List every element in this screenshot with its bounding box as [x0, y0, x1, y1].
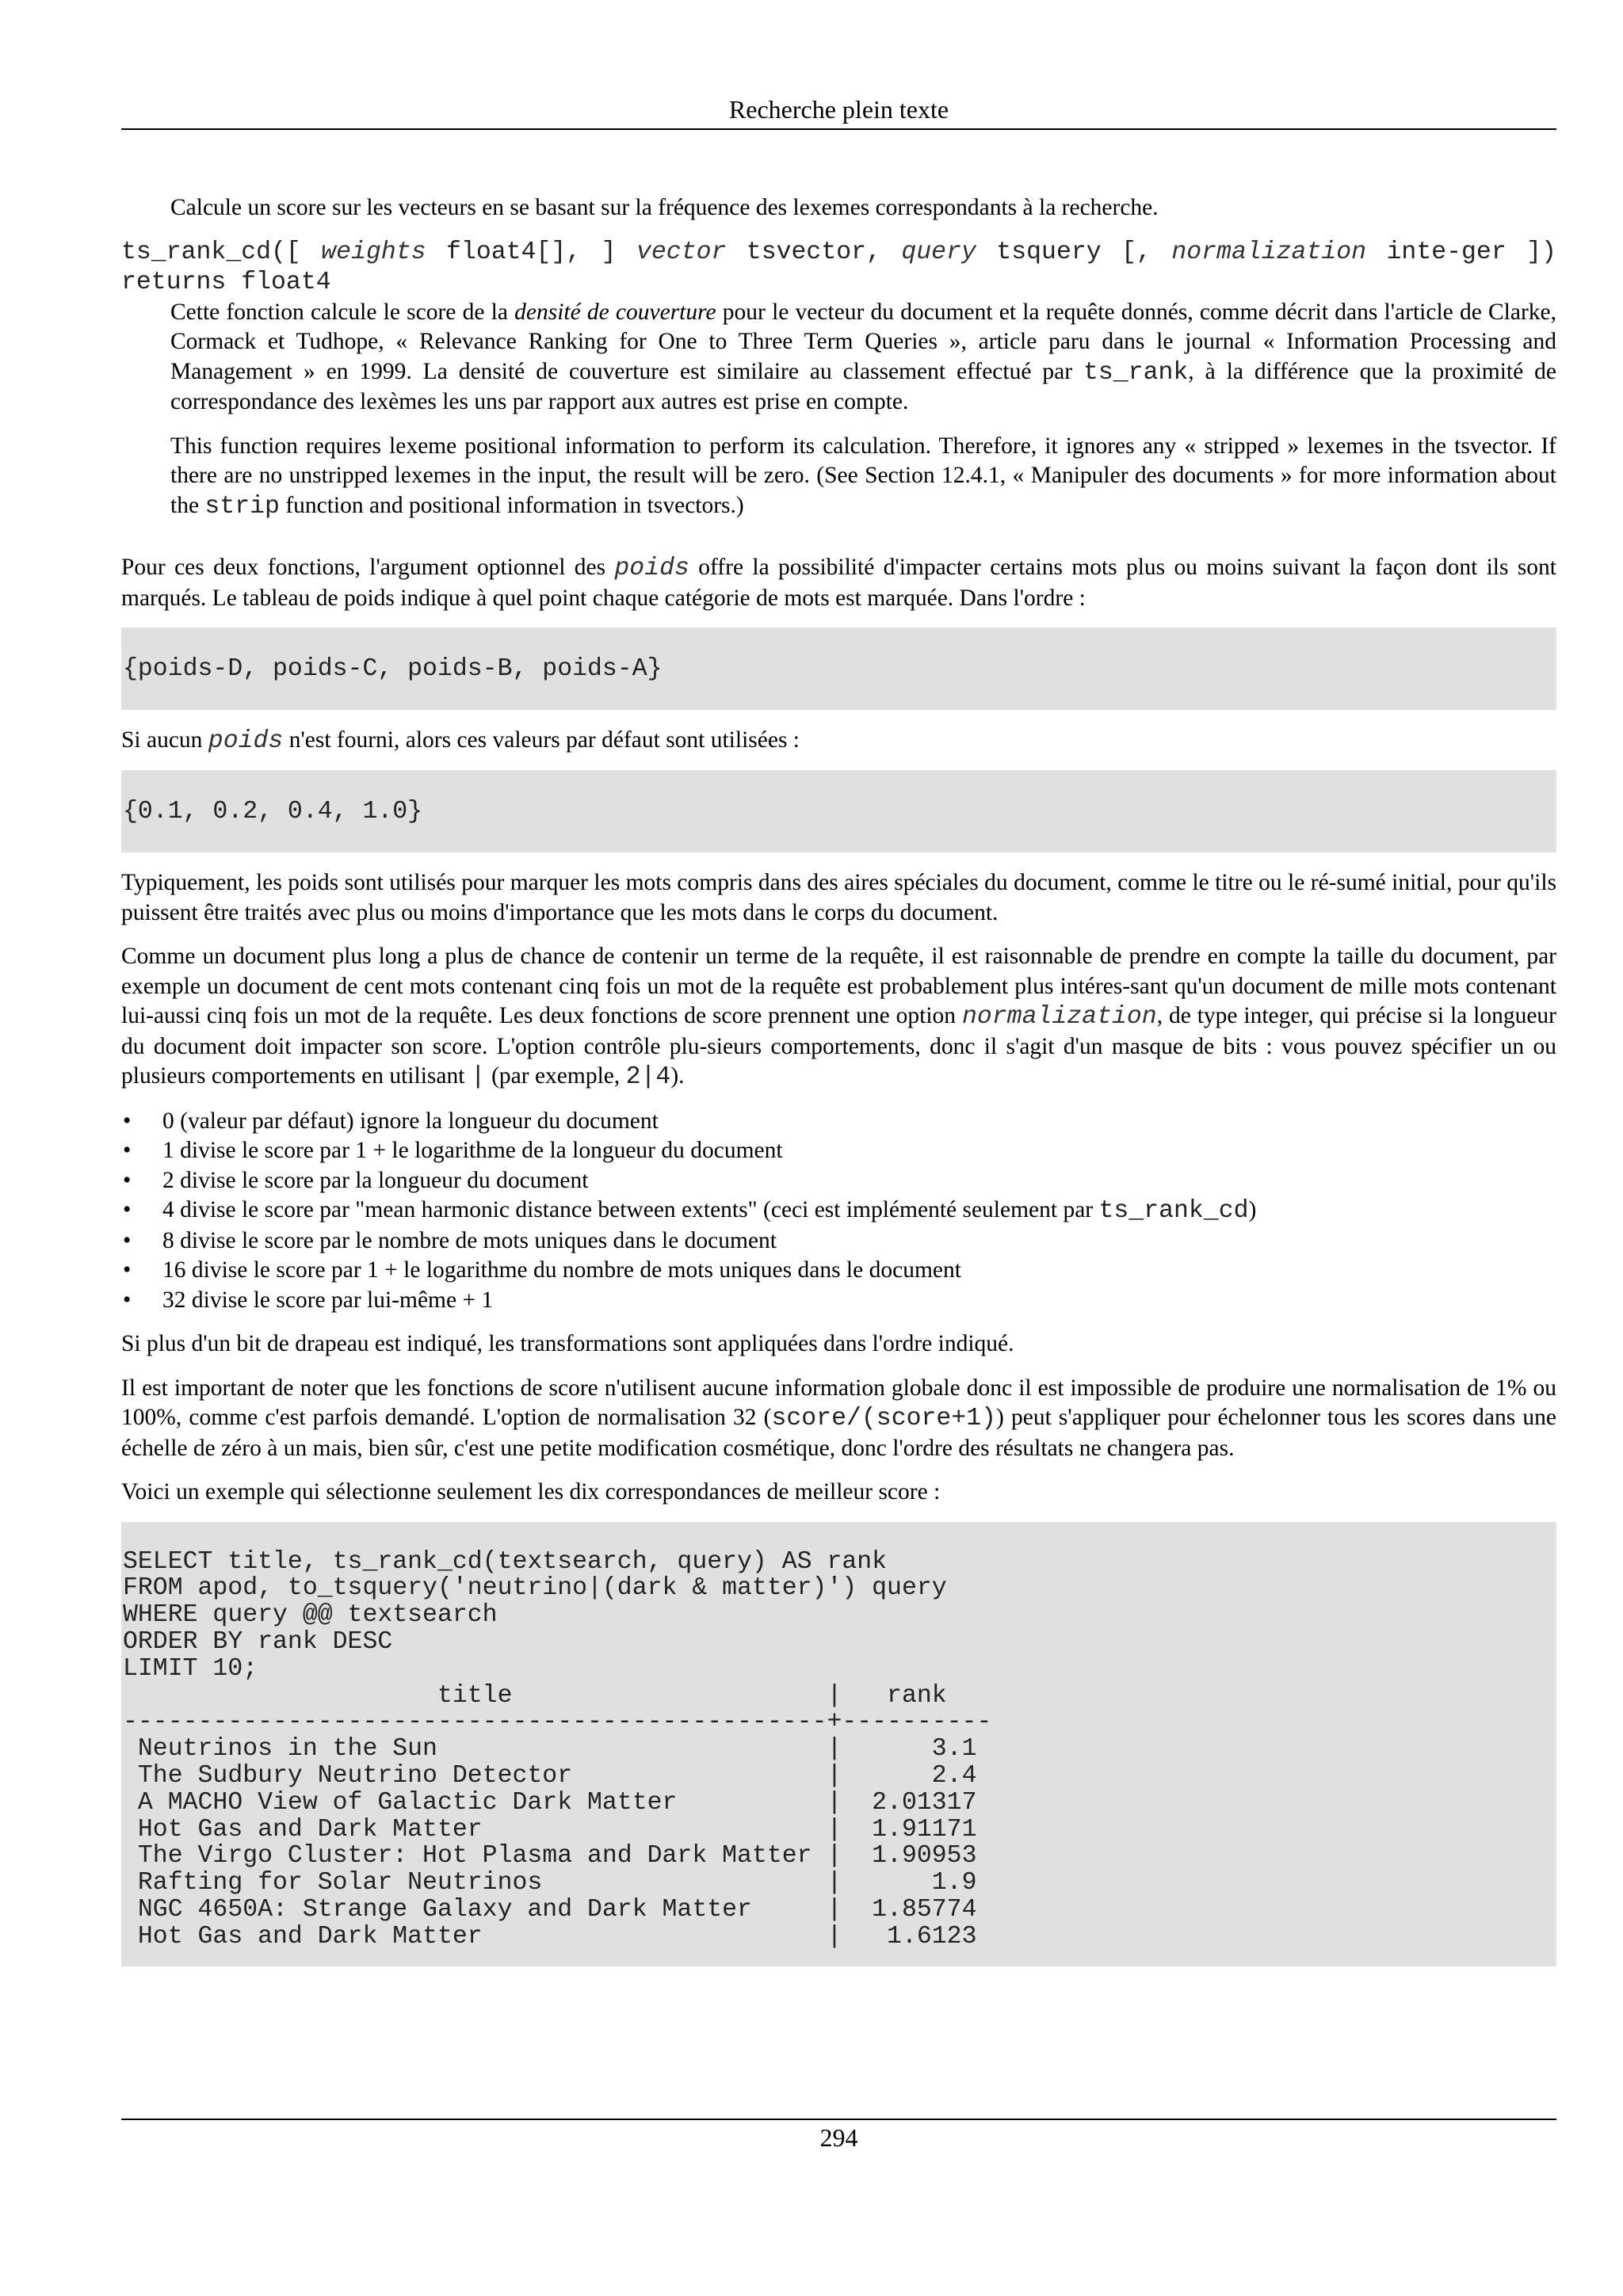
- code-line: WHERE query @@ textsearch: [123, 1601, 498, 1630]
- code-line: FROM apod, to_tsquery('neutrino|(dark & matter)') query: [123, 1574, 947, 1603]
- normalization-options-list: [121, 1107, 1556, 1316]
- list-item: • 2 divise le score par la longueur du document: [121, 1166, 1556, 1196]
- list-item: • 32 divise le score par lui-même + 1: [121, 1286, 1556, 1316]
- weights-paragraph: Pour ces deux fonctions, l'argument optionnel des poids offre la possibilité d'impacter certains mots plus ou moins suivant la façon dont ils sont marqués. Le tableau de poids indique à quel point chaque catégorie de mots est marquée. Dans l'ordre :: [121, 555, 1556, 611]
- code-line: Hot Gas and Dark Matter | 1.91171: [123, 1815, 977, 1844]
- list-item: • 8 divise le score par le nombre de mots uniques dans le document: [121, 1226, 1556, 1257]
- code-line: Hot Gas and Dark Matter | 1.6123: [123, 1922, 977, 1951]
- code-line: Rafting for Solar Neutrinos | 1.9: [123, 1869, 977, 1897]
- default-weights-paragraph: Si aucun poids n'est fourni, alors ces valeurs par défaut sont utilisées :: [121, 727, 800, 755]
- param-weights: weights: [321, 238, 426, 266]
- header-rule: [121, 128, 1556, 130]
- inline-code: |: [470, 1063, 486, 1092]
- function-description: Cette fonction calcule le score de la densité de couverture pour le vecteur du document et la requête donnés, comme décrit dans l'article de Clarke, Cormack et Tudhope, « Relevance Ranking for One to Three Term Queries », article paru dans le journal « Information Processing and Management » en 1999. La densité de couverture est similaire au classement effectué par ts_rank, à la différence que la proximité de correspondance des lexèmes les uns par rapport aux autres est prise en compte.: [170, 299, 1556, 414]
- list-item: • 16 divise le score par 1 + le logarithme du nombre de mots uniques dans le document: [121, 1256, 1556, 1286]
- code-line: The Virgo Cluster: Hot Plasma and Dark Matter | 1.90953: [123, 1842, 977, 1871]
- code-line: ORDER BY rank DESC: [123, 1627, 393, 1656]
- inline-param: poids: [614, 555, 689, 582]
- code-line: title | rank: [123, 1681, 947, 1710]
- list-item: • 4 divise le score par "mean harmonic distance between extents" (ceci est implémenté seulement par ts_rank_cd): [121, 1196, 1556, 1226]
- code-line: Neutrinos in the Sun | 3.1: [123, 1735, 977, 1764]
- inline-code: strip: [204, 492, 280, 521]
- code-line: -----------------------------------------------+----------: [123, 1708, 992, 1737]
- param-normalization: normalization: [1171, 238, 1367, 266]
- param-query: query: [901, 238, 976, 266]
- normalization-paragraph: Comme un document plus long a plus de chance de contenir un terme de la requête, il est raisonnable de prendre en compte la taille du document, par exemple un document de cent mots contenant cinq fois un mot de la requête est probablement plus intéres-sant qu'un document de mille mots contenant lui-aussi cinq fois un mot de la requête. Les deux fonctions de score prennent une option normalization, de type integer, qui précise si la longueur du document doit impacter son score. L'option contrôle plu-sieurs comportements, donc il s'agit d'un masque de bits : vous pouvez spécifier un ou plusieurs comportements en utilisant | (par exemple, 2|4).: [121, 944, 1556, 1092]
- code-line: NGC 4650A: Strange Galaxy and Dark Matter | 1.85774: [123, 1895, 977, 1924]
- typical-usage-paragraph: Typiquement, les poids sont utilisés pour marquer les mots compris dans des aires spéciales du document, comme le titre ou le ré-sumé initial, pour qu'ils puissent être traités avec plus ou moins d'importance que les mots dans le corps du document.: [121, 870, 1556, 925]
- page-content: [121, 193, 1556, 1982]
- list-item: • 0 (valeur par défaut) ignore la longueur du document: [121, 1107, 1556, 1137]
- inline-code: score/(score+1): [771, 1405, 997, 1433]
- running-header: Recherche plein texte: [728, 95, 949, 124]
- param-vector: vector: [636, 238, 727, 266]
- code-block-example: [121, 1522, 1556, 1966]
- list-item: • 1 divise le score par 1 + le logarithme de la longueur du document: [121, 1136, 1556, 1166]
- inline-code: 2|4: [625, 1063, 671, 1092]
- code-line: A MACHO View of Galactic Dark Matter | 2.01317: [123, 1788, 977, 1817]
- code-line: LIMIT 10;: [123, 1654, 258, 1683]
- inline-code: ts_rank: [1083, 358, 1189, 387]
- code-block-weights-order: {poids-D, poids-C, poids-B, poids-A}: [121, 627, 1556, 710]
- code-block-default-weights: {0.1, 0.2, 0.4, 1.0}: [121, 770, 1556, 852]
- inline-code: ts_rank_cd: [1098, 1197, 1249, 1226]
- inline-param: normalization: [961, 1003, 1157, 1032]
- inline-param: poids: [208, 727, 284, 755]
- code-line: The Sudbury Neutrino Detector | 2.4: [123, 1761, 977, 1790]
- code-line: SELECT title, ts_rank_cd(textsearch, query) AS rank: [123, 1547, 888, 1576]
- global-info-paragraph: Il est important de noter que les fonctions de score n'utilisent aucune information globale donc il est impossible de produire une normalisation de 1% ou 100%, comme c'est parfois demandé. L'option de normalisation 32 (score/(score+1)) peut s'appliquer pour échelonner tous les scores dans une échelle de zéro à un mais, bien sûr, c'est une petite modification cosmétique, donc l'ordre des résultats ne changera pas.: [121, 1375, 1556, 1461]
- flags-paragraph: Si plus d'un bit de drapeau est indiqué, les transformations sont appliquées dans l'ordre indiqué.: [121, 1331, 1014, 1357]
- intro-paragraph: Calcule un score sur les vecteurs en se basant sur la fréquence des lexemes correspondants à la recherche.: [170, 195, 1159, 220]
- positional-info-paragraph: This function requires lexeme positional information to perform its calculation. Therefore, it ignores any « stripped » lexemes in the tsvector. If there are no unstripped lexemes in the input, the result will be zero. (See Section 12.4.1, « Manipuler des documents » for more information about the strip function and positional information in tsvectors.): [170, 433, 1556, 521]
- page-number: 294: [819, 2123, 858, 2152]
- example-intro-paragraph: Voici un exemple qui sélectionne seulement les dix correspondances de meilleur score :: [121, 1479, 941, 1505]
- function-signature: ts_rank_cd([ weights float4[], ] vector tsvector, query tsquery [, normalization inte-ger ]) returns float4: [121, 238, 1556, 296]
- footer-rule: [121, 2119, 1556, 2120]
